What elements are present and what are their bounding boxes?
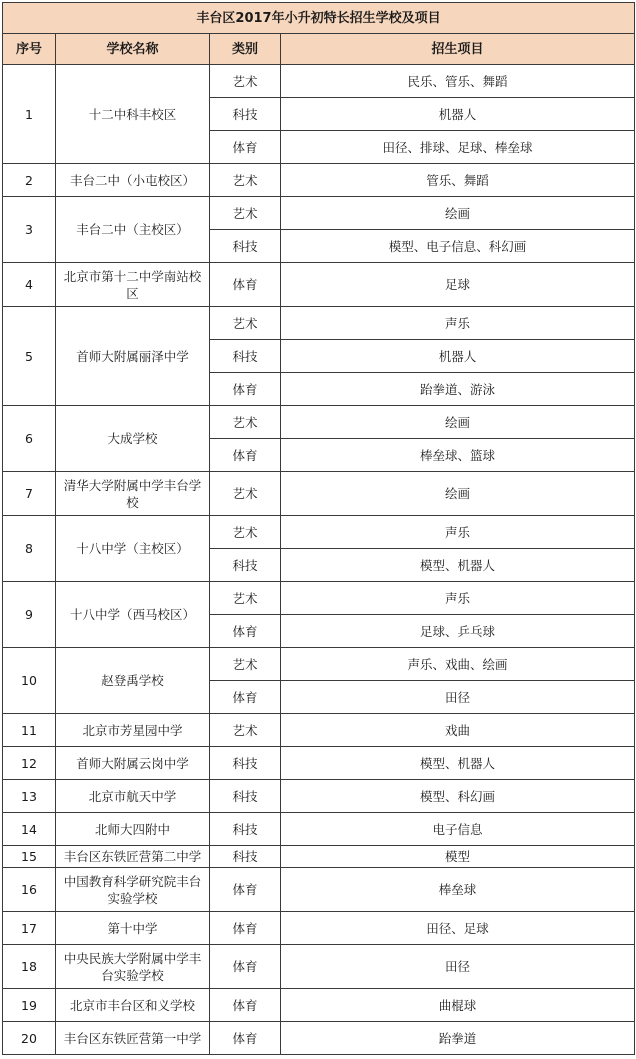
table-row	[3, 406, 635, 439]
category-cell: 体育	[210, 263, 281, 307]
table-row	[3, 164, 635, 197]
school-number: 19	[3, 989, 56, 1022]
table-row	[3, 868, 635, 912]
school-number: 13	[3, 780, 56, 813]
category-cell: 艺术	[210, 65, 281, 98]
school-name: 北京市丰台区和义学校	[56, 989, 210, 1022]
program-cell: 声乐	[281, 582, 635, 615]
school-number: 12	[3, 747, 56, 780]
school-name: 中央民族大学附属中学丰台实验学校	[56, 945, 210, 989]
table-row	[3, 472, 635, 516]
table-row	[3, 813, 635, 846]
table-row	[3, 582, 635, 615]
category-cell: 体育	[210, 131, 281, 164]
school-number: 14	[3, 813, 56, 846]
school-number: 15	[3, 846, 56, 868]
table-row	[3, 263, 635, 307]
program-cell: 管乐、舞蹈	[281, 164, 635, 197]
program-cell: 田径	[281, 945, 635, 989]
school-name: 丰台二中（小屯校区）	[56, 164, 210, 197]
school-number: 7	[3, 472, 56, 516]
category-cell: 科技	[210, 549, 281, 582]
header-row	[3, 34, 635, 65]
program-cell: 模型、机器人	[281, 549, 635, 582]
program-cell: 声乐、戏曲、绘画	[281, 648, 635, 681]
program-cell: 戏曲	[281, 714, 635, 747]
school-name: 首师大附属云岗中学	[56, 747, 210, 780]
table-title: 丰台区2017年小升初特长招生学校及项目	[3, 3, 635, 34]
program-cell: 绘画	[281, 472, 635, 516]
school-name: 丰台二中（主校区）	[56, 197, 210, 263]
category-cell: 科技	[210, 813, 281, 846]
category-cell: 艺术	[210, 164, 281, 197]
program-cell: 足球、乒乓球	[281, 615, 635, 648]
category-cell: 体育	[210, 945, 281, 989]
table-row	[3, 912, 635, 945]
title-row	[3, 3, 635, 34]
category-cell: 体育	[210, 439, 281, 472]
school-name: 大成学校	[56, 406, 210, 472]
school-number: 5	[3, 307, 56, 406]
category-cell: 体育	[210, 868, 281, 912]
header-program: 招生项目	[281, 34, 635, 65]
category-cell: 艺术	[210, 406, 281, 439]
school-name: 首师大附属丽泽中学	[56, 307, 210, 406]
category-cell: 艺术	[210, 582, 281, 615]
table-row	[3, 65, 635, 98]
school-number: 10	[3, 648, 56, 714]
program-cell: 绘画	[281, 197, 635, 230]
school-number: 17	[3, 912, 56, 945]
program-cell: 田径、足球	[281, 912, 635, 945]
program-cell: 棒垒球、篮球	[281, 439, 635, 472]
header-category: 类别	[210, 34, 281, 65]
category-cell: 科技	[210, 747, 281, 780]
school-name: 十八中学（主校区）	[56, 516, 210, 582]
school-number: 9	[3, 582, 56, 648]
table-row	[3, 747, 635, 780]
program-cell: 民乐、管乐、舞蹈	[281, 65, 635, 98]
school-number: 2	[3, 164, 56, 197]
table-row	[3, 516, 635, 549]
school-number: 8	[3, 516, 56, 582]
table-row	[3, 989, 635, 1022]
table-row	[3, 197, 635, 230]
category-cell: 体育	[210, 615, 281, 648]
table-row	[3, 945, 635, 989]
program-cell: 电子信息	[281, 813, 635, 846]
program-cell: 机器人	[281, 98, 635, 131]
table-row	[3, 307, 635, 340]
table-row	[3, 846, 635, 868]
table-row	[3, 780, 635, 813]
school-name: 北京市芳星园中学	[56, 714, 210, 747]
school-number: 16	[3, 868, 56, 912]
program-cell: 模型、电子信息、科幻画	[281, 230, 635, 263]
school-number: 4	[3, 263, 56, 307]
program-cell: 跆拳道、游泳	[281, 373, 635, 406]
school-name: 北京市航天中学	[56, 780, 210, 813]
program-cell: 模型、科幻画	[281, 780, 635, 813]
table-row	[3, 648, 635, 681]
program-cell: 棒垒球	[281, 868, 635, 912]
school-name: 十二中科丰校区	[56, 65, 210, 164]
school-number: 18	[3, 945, 56, 989]
school-name: 第十中学	[56, 912, 210, 945]
header-number: 序号	[3, 34, 56, 65]
category-cell: 体育	[210, 1022, 281, 1055]
category-cell: 体育	[210, 989, 281, 1022]
category-cell: 体育	[210, 373, 281, 406]
category-cell: 艺术	[210, 472, 281, 516]
category-cell: 体育	[210, 912, 281, 945]
program-cell: 田径	[281, 681, 635, 714]
category-cell: 科技	[210, 98, 281, 131]
program-cell: 跆拳道	[281, 1022, 635, 1055]
school-number: 20	[3, 1022, 56, 1055]
program-cell: 机器人	[281, 340, 635, 373]
program-cell: 模型、机器人	[281, 747, 635, 780]
school-name: 丰台区东铁匠营第二中学	[56, 846, 210, 868]
program-cell: 模型	[281, 846, 635, 868]
school-number: 3	[3, 197, 56, 263]
school-name: 北京市第十二中学南站校区	[56, 263, 210, 307]
category-cell: 艺术	[210, 714, 281, 747]
program-cell: 田径、排球、足球、棒垒球	[281, 131, 635, 164]
table-row	[3, 714, 635, 747]
school-name: 十八中学（西马校区）	[56, 582, 210, 648]
program-cell: 足球	[281, 263, 635, 307]
school-number: 6	[3, 406, 56, 472]
category-cell: 体育	[210, 681, 281, 714]
table-row	[3, 1022, 635, 1055]
school-name: 中国教育科学研究院丰台实验学校	[56, 868, 210, 912]
school-name: 清华大学附属中学丰台学校	[56, 472, 210, 516]
school-name: 赵登禹学校	[56, 648, 210, 714]
category-cell: 艺术	[210, 516, 281, 549]
program-cell: 声乐	[281, 516, 635, 549]
program-cell: 曲棍球	[281, 989, 635, 1022]
school-number: 11	[3, 714, 56, 747]
program-cell: 声乐	[281, 307, 635, 340]
category-cell: 艺术	[210, 307, 281, 340]
school-name: 丰台区东铁匠营第一中学	[56, 1022, 210, 1055]
header-school-name: 学校名称	[56, 34, 210, 65]
category-cell: 科技	[210, 230, 281, 263]
school-number: 1	[3, 65, 56, 164]
category-cell: 科技	[210, 846, 281, 868]
category-cell: 科技	[210, 780, 281, 813]
admissions-table	[2, 2, 635, 1055]
category-cell: 科技	[210, 340, 281, 373]
program-cell: 绘画	[281, 406, 635, 439]
table-body	[3, 65, 635, 1055]
school-name: 北师大四附中	[56, 813, 210, 846]
category-cell: 艺术	[210, 197, 281, 230]
category-cell: 艺术	[210, 648, 281, 681]
